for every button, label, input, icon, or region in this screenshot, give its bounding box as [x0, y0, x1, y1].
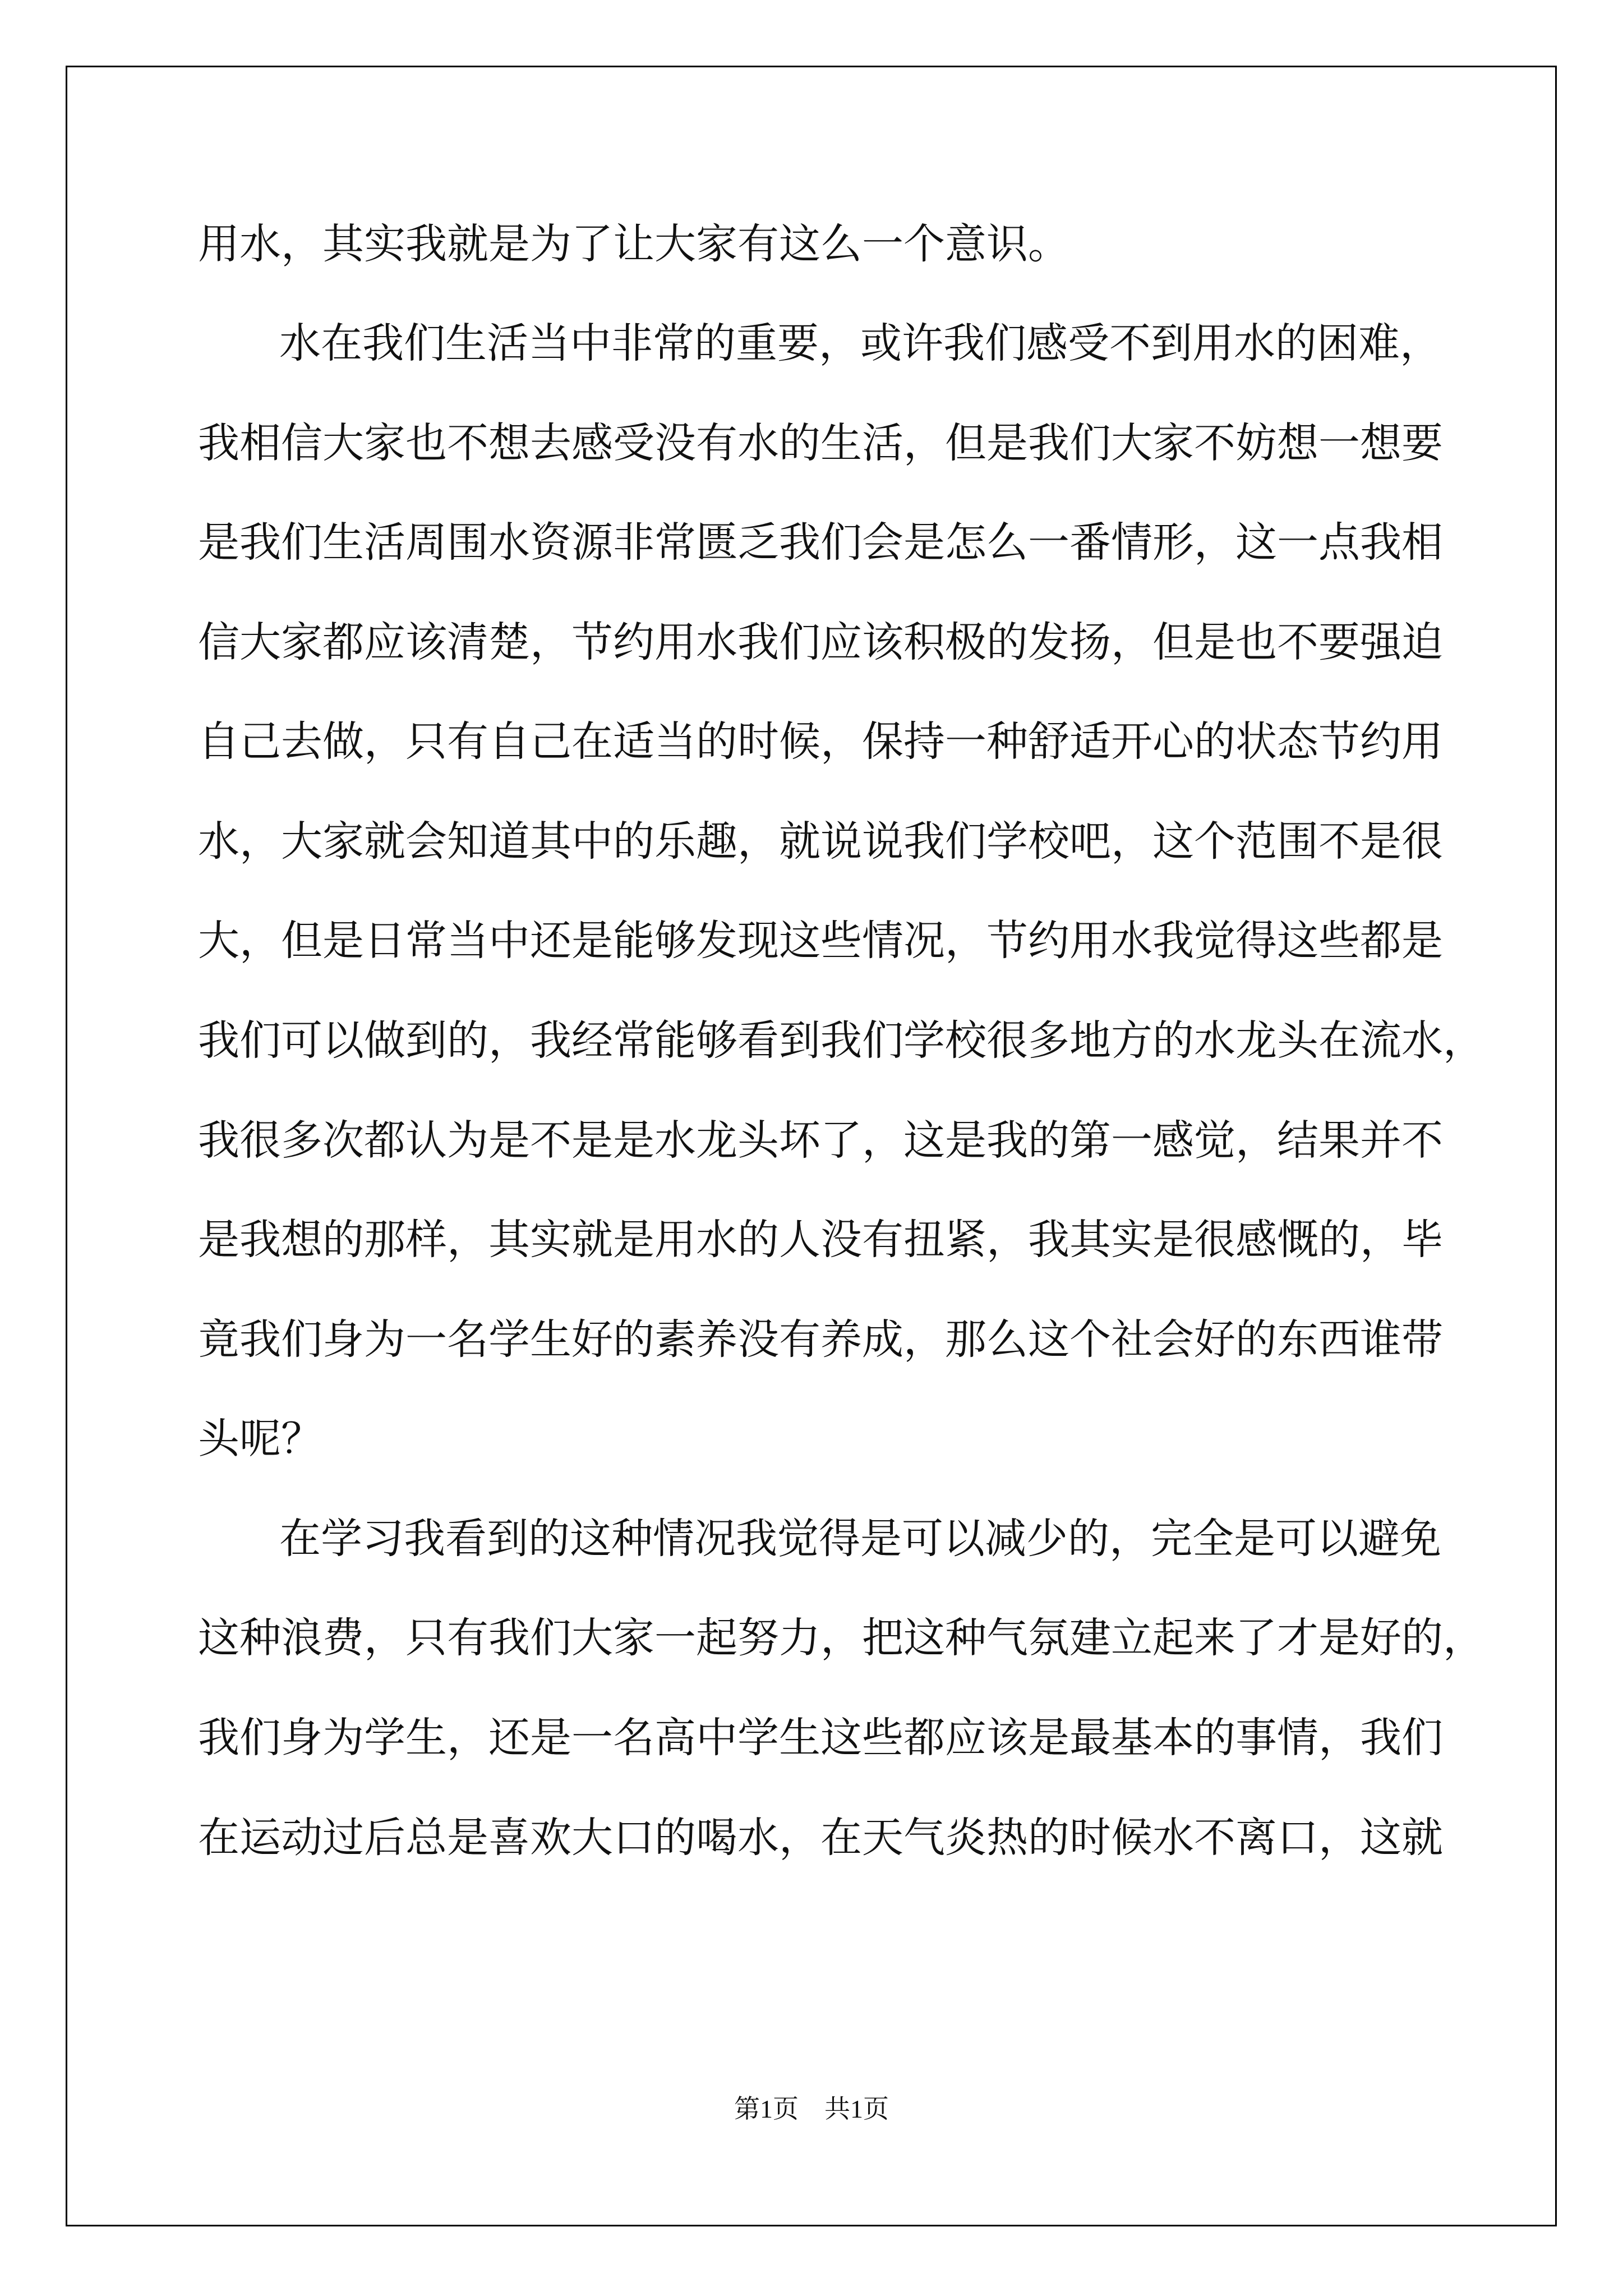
text-line: 是我想的那样，其实就是用水的人没有扭紧，我其实是很感慨的，毕	[198, 1216, 1443, 1264]
text-line: 自己去做，只有自己在适当的时候，保持一种舒适开心的状态节约用	[198, 717, 1443, 766]
text-line: 大，但是日常当中还是能够发现这些情况，节约用水我觉得这些都是	[198, 917, 1443, 965]
text-line: 用水，其实我就是为了让大家有这么一个意识。	[198, 220, 1069, 268]
page-number-footer: 第1页 共1页	[734, 2095, 889, 2123]
text-line: 我们身为学生，还是一名高中学生这些都应该是最基本的事情，我们	[198, 1714, 1443, 1762]
text-line: 水，大家就会知道其中的乐趣，就说说我们学校吧，这个范围不是很	[198, 817, 1443, 866]
text-line: 我很多次都认为是不是是水龙头坏了，这是我的第一感觉，结果并不	[198, 1116, 1443, 1165]
text-line: 这种浪费，只有我们大家一起努力，把这种气氛建立起来了才是好的，	[198, 1614, 1484, 1662]
text-line: 我们可以做到的，我经常能够看到我们学校很多地方的水龙头在流水，	[198, 1016, 1484, 1065]
text-line: 头呢？	[198, 1415, 322, 1463]
paragraph-start-line: 水在我们生活当中非常的重要，或许我们感受不到用水的困难，	[279, 319, 1441, 367]
text-line: 我相信大家也不想去感受没有水的生活，但是我们大家不妨想一想要	[198, 419, 1443, 467]
text-line: 在运动过后总是喜欢大口的喝水，在天气炎热的时候水不离口，这就	[198, 1814, 1443, 1862]
text-line: 信大家都应该清楚，节约用水我们应该积极的发扬，但是也不要强迫	[198, 618, 1443, 666]
text-line: 竟我们身为一名学生好的素养没有养成，那么这个社会好的东西谁带	[198, 1315, 1443, 1364]
paragraph-start-line: 在学习我看到的这种情况我觉得是可以减少的，完全是可以避免	[279, 1515, 1441, 1563]
text-line: 是我们生活周围水资源非常匮乏我们会是怎么一番情形，这一点我相	[198, 518, 1443, 567]
